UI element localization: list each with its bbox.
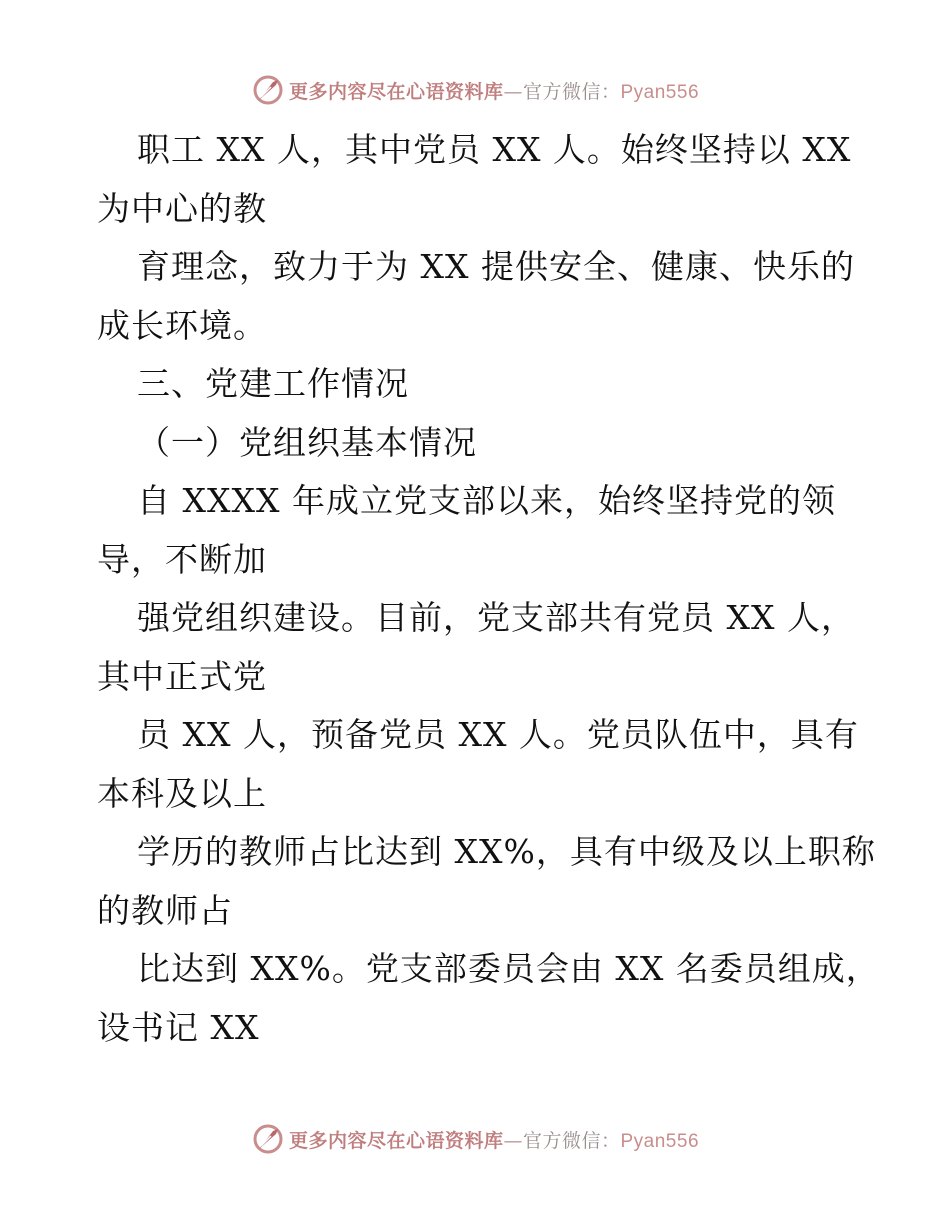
watermark-dash: —	[503, 80, 523, 103]
watermark-wechat-label: 官方微信：	[522, 1129, 621, 1152]
text-line: 强党组织建设。目前，党支部共有党员 XX 人，	[137, 598, 855, 637]
text-line: （一）党组织基本情况	[137, 422, 477, 462]
document-body	[97, 121, 880, 1057]
text-line: 本科及以上	[97, 773, 267, 813]
text-line: 三、党建工作情况	[137, 364, 409, 403]
text-line: 比达到 XX%。党支部委员会由 XX 名委员组成，	[137, 949, 880, 988]
text-line: 成长环境。	[97, 305, 267, 345]
text-line: 学历的教师占比达到 XX%，具有中级及以上职称	[137, 832, 876, 871]
watermark-site-name: 更多内容尽在心语资料库	[288, 80, 504, 103]
text-line: 其中正式党	[97, 656, 267, 696]
watermark-wechat-id: Pyan556	[620, 1130, 700, 1152]
watermark-dash: —	[503, 1129, 523, 1152]
watermark-site-name: 更多内容尽在心语资料库	[288, 1129, 504, 1152]
watermark-text	[289, 1126, 699, 1153]
feather-pen-logo-icon	[251, 73, 285, 107]
watermark-wechat-id: Pyan556	[620, 81, 700, 103]
footer-watermark	[0, 1119, 950, 1159]
text-line: 为中心的教	[97, 188, 267, 228]
feather-pen-logo-icon	[251, 1122, 285, 1156]
text-line: 育理念，致力于为 XX 提供安全、健康、快乐的	[137, 247, 855, 286]
text-line: 设书记 XX	[97, 1007, 260, 1047]
watermark-wechat-label: 官方微信：	[522, 80, 621, 103]
text-line: 的教师占	[97, 890, 233, 930]
text-line: 自 XXXX 年成立党支部以来，始终坚持党的领	[137, 481, 836, 520]
text-line: 职工 XX 人，其中党员 XX 人。始终坚持以 XX	[137, 130, 852, 169]
text-line: 导，不断加	[97, 539, 267, 579]
text-line: 员 XX 人，预备党员 XX 人。党员队伍中，具有	[137, 715, 859, 754]
watermark-text	[289, 77, 699, 104]
header-watermark	[0, 70, 950, 110]
